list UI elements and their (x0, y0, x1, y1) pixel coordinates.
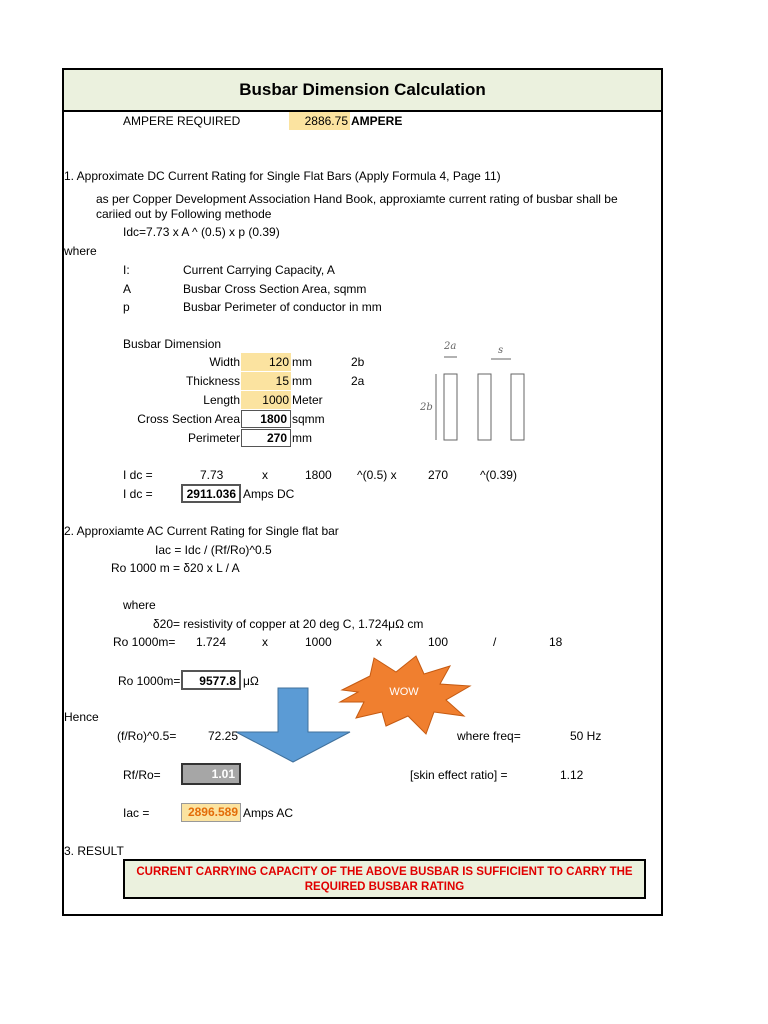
diagram-label-2a: 2a (444, 341, 457, 352)
thickness-note: 2a (351, 374, 365, 388)
ro-result-label: Ro 1000m= (118, 674, 181, 688)
ampere-required-label: AMPERE REQUIRED (123, 114, 241, 128)
section1-heading: 1. Approximate DC Current Rating for Single Flat Bars (Apply Formula 4, Page 11) (64, 169, 501, 183)
idc-result-unit: Amps DC (243, 487, 295, 501)
idc-calc-pow2: ^(0.39) (480, 468, 517, 482)
idc-calc-times: x (262, 468, 268, 482)
def-description: Current Carrying Capacity, A (183, 263, 335, 277)
rfro-value: 1.01 (181, 763, 241, 785)
thickness-label: Thickness (185, 374, 240, 388)
def-symbol: A (123, 282, 132, 296)
where-label-2: where (123, 598, 156, 612)
result-line-2: REQUIRED BUSBAR RATING (304, 881, 465, 893)
ro-calc-b: 1000 (305, 635, 332, 649)
busbar-bar-2 (478, 374, 491, 440)
ro-calc-times-2: x (376, 635, 382, 649)
fro-value: 72.25 (208, 729, 239, 743)
width-note: 2b (351, 355, 365, 369)
section1-para-line1: as per Copper Development Association Hand Book, approxiamte current rating of busbar shall be (96, 192, 618, 206)
width-value[interactable]: 120 (241, 353, 291, 371)
section1-para-line2: cariied out by Following methode (96, 207, 272, 221)
def-symbol: p (123, 300, 130, 314)
ampere-required-value[interactable]: 2886.75 (289, 112, 350, 130)
busbar-diagram (410, 335, 530, 445)
length-value[interactable]: 1000 (241, 391, 291, 409)
area-unit: sqmm (292, 412, 325, 426)
iac-value: 2896.589 (181, 803, 241, 822)
iac-formula: Iac = Idc / (Rf/Ro)^0.5 (155, 543, 272, 557)
ro-calc-divide: / (493, 635, 497, 649)
rfro-label: Rf/Ro= (123, 768, 161, 782)
width-label: Width (209, 355, 240, 369)
result-box (123, 859, 646, 899)
thickness-value[interactable]: 15 (241, 372, 291, 390)
idc-calc-label: I dc = (123, 468, 153, 482)
ro-calc-times-1: x (262, 635, 268, 649)
result-line-1: CURRENT CARRYING CAPACITY OF THE ABOVE BUSBAR IS SUFFICIENT TO CARRY THE (136, 866, 633, 878)
busbar-bar-1 (444, 374, 457, 440)
iac-unit: Amps AC (243, 806, 294, 820)
width-unit: mm (292, 355, 312, 369)
idc-formula: Idc=7.73 x A ^ (0.5) x p (0.39) (123, 225, 280, 239)
length-unit: Meter (292, 393, 323, 407)
busbar-bar-3 (511, 374, 524, 440)
section3-heading: 3. RESULT (64, 844, 124, 858)
idc-calc-perimeter: 270 (428, 468, 449, 482)
page-title: Busbar Dimension Calculation (62, 68, 663, 112)
section2-heading: 2. Approxiamte AC Current Rating for Single flat bar (64, 524, 339, 538)
diagram-label-s: s (498, 345, 504, 356)
skin-effect-label: [skin effect ratio] = (410, 768, 508, 782)
where-label: where (64, 244, 97, 258)
perimeter-label: Perimeter (187, 431, 240, 445)
perimeter-value: 270 (241, 429, 291, 447)
ro-calc-d: 18 (549, 635, 563, 649)
def-symbol: I: (123, 263, 130, 277)
area-value: 1800 (241, 410, 291, 428)
ro-calc-c: 100 (428, 635, 449, 649)
ro-calc-label: Ro 1000m= (113, 635, 176, 649)
idc-result-label: I dc = (123, 487, 153, 501)
thickness-unit: mm (292, 374, 312, 388)
def-description: Busbar Perimeter of conductor in mm (183, 300, 382, 314)
fro-label: (f/Ro)^0.5= (117, 729, 177, 743)
down-arrow-shape[interactable] (232, 686, 354, 764)
length-label: Length (203, 393, 240, 407)
area-label: Cross Section Area (137, 412, 240, 426)
ampere-unit: AMPERE (351, 114, 403, 128)
idc-calc-pow1: ^(0.5) x (357, 468, 397, 482)
resistivity-note: δ20= resistivity of copper at 20 deg C, 1.724μΩ cm (153, 617, 424, 631)
ro-formula: Ro 1000 m = δ20 x L / A (111, 561, 240, 575)
iac-label: Iac = (123, 806, 150, 820)
wow-text: WOW (389, 686, 419, 698)
wow-starburst-shape[interactable] (338, 654, 472, 736)
ro-result-value: 9577.8 (181, 670, 241, 690)
diagram-label-2b: 2b (420, 402, 433, 413)
down-arrow-icon (236, 688, 350, 762)
ro-result-unit: μΩ (243, 674, 259, 688)
freq-label: where freq= (457, 729, 521, 743)
freq-value: 50 Hz (570, 729, 602, 743)
busbar-dimension-heading: Busbar Dimension (123, 337, 222, 351)
hence-label: Hence (64, 710, 99, 724)
ro-calc-a: 1.724 (196, 635, 227, 649)
skin-effect-value: 1.12 (560, 768, 584, 782)
idc-calc-k: 7.73 (200, 468, 224, 482)
perimeter-unit: mm (292, 431, 312, 445)
idc-calc-area: 1800 (305, 468, 332, 482)
idc-result-value: 2911.036 (181, 484, 241, 503)
def-description: Busbar Cross Section Area, sqmm (183, 282, 367, 296)
